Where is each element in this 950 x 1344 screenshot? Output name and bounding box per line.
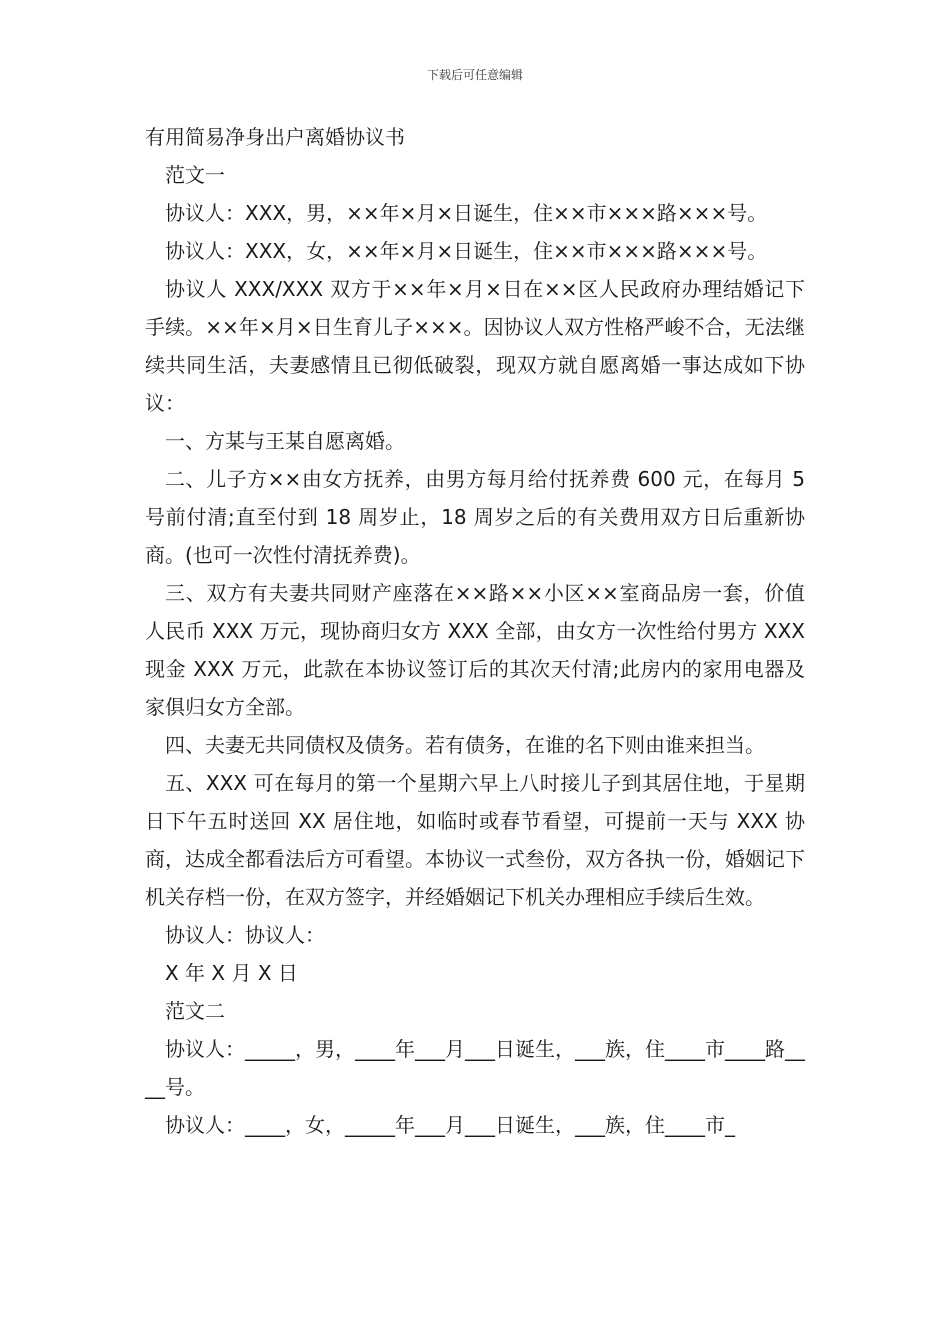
clause-four: 四、夫妻无共同债权及债务。若有债务，在谁的名下则由谁来担当。 — [165, 733, 765, 757]
document-title: 有用简易净身出户离婚协议书 — [145, 125, 405, 149]
document-body — [145, 118, 805, 1144]
page-header-note: 下载后可任意编辑 — [426, 68, 523, 82]
section-heading-sample-two: 范文二 — [165, 999, 225, 1023]
clause-one: 一、方某与王某自愿离婚。 — [165, 429, 405, 453]
party-male-info: 协议人：XXX，男，××年×月×日诞生，住××市×××路×××号。 — [165, 201, 768, 225]
preamble-paragraph: 协议人 XXX/XXX 双方于××年×月×日在××区人民政府办理结婚记下手续。××年×月×日生育儿子×××。因协议人双方性格严峻不合，无法继续共同生活，夫妻感情且已彻低破裂，现双方就自愿离婚一事达成如下协议： — [145, 277, 805, 415]
party-male-blank-form: 协议人：_____，男，____年___月___日诞生，___族，住____市____路____号。 — [145, 1037, 805, 1099]
date-line: X 年 X 月 X 日 — [165, 961, 298, 985]
party-female-info: 协议人：XXX，女，××年×月×日诞生，住××市×××路×××号。 — [165, 239, 768, 263]
section-heading-sample-one: 范文一 — [165, 163, 225, 187]
clause-five: 五、XXX 可在每月的第一个星期六早上八时接儿子到其居住地，于星期日下午五时送回 XX 居住地，如临时或春节看望，可提前一天与 XXX 协商，达成全都看法后方可看望。本协议一式叁份，双方各执一份，婚姻记下机关存档一份，在双方签字，并经婚姻记下机关办理相应手续后生效。 — [145, 771, 805, 909]
party-female-blank-form: 协议人：____，女，_____年___月___日诞生，___族，住____市_ — [165, 1113, 735, 1137]
signature-line: 协议人：协议人： — [165, 923, 325, 947]
clause-three: 三、双方有夫妻共同财产座落在××路××小区××室商品房一套，价值人民币 XXX 万元，现协商归女方 XXX 全部，由女方一次性给付男方 XXX 现金 XXX 万元，此款在本协议签订后的其次天付清;此房内的家用电器及家俱归女方全部。 — [145, 581, 805, 719]
clause-two: 二、儿子方××由女方抚养，由男方每月给付抚养费 600 元，在每月 5 号前付清;直至付到 18 周岁止，18 周岁之后的有关费用双方日后重新协商。(也可一次性付清抚养费)。 — [145, 467, 805, 567]
